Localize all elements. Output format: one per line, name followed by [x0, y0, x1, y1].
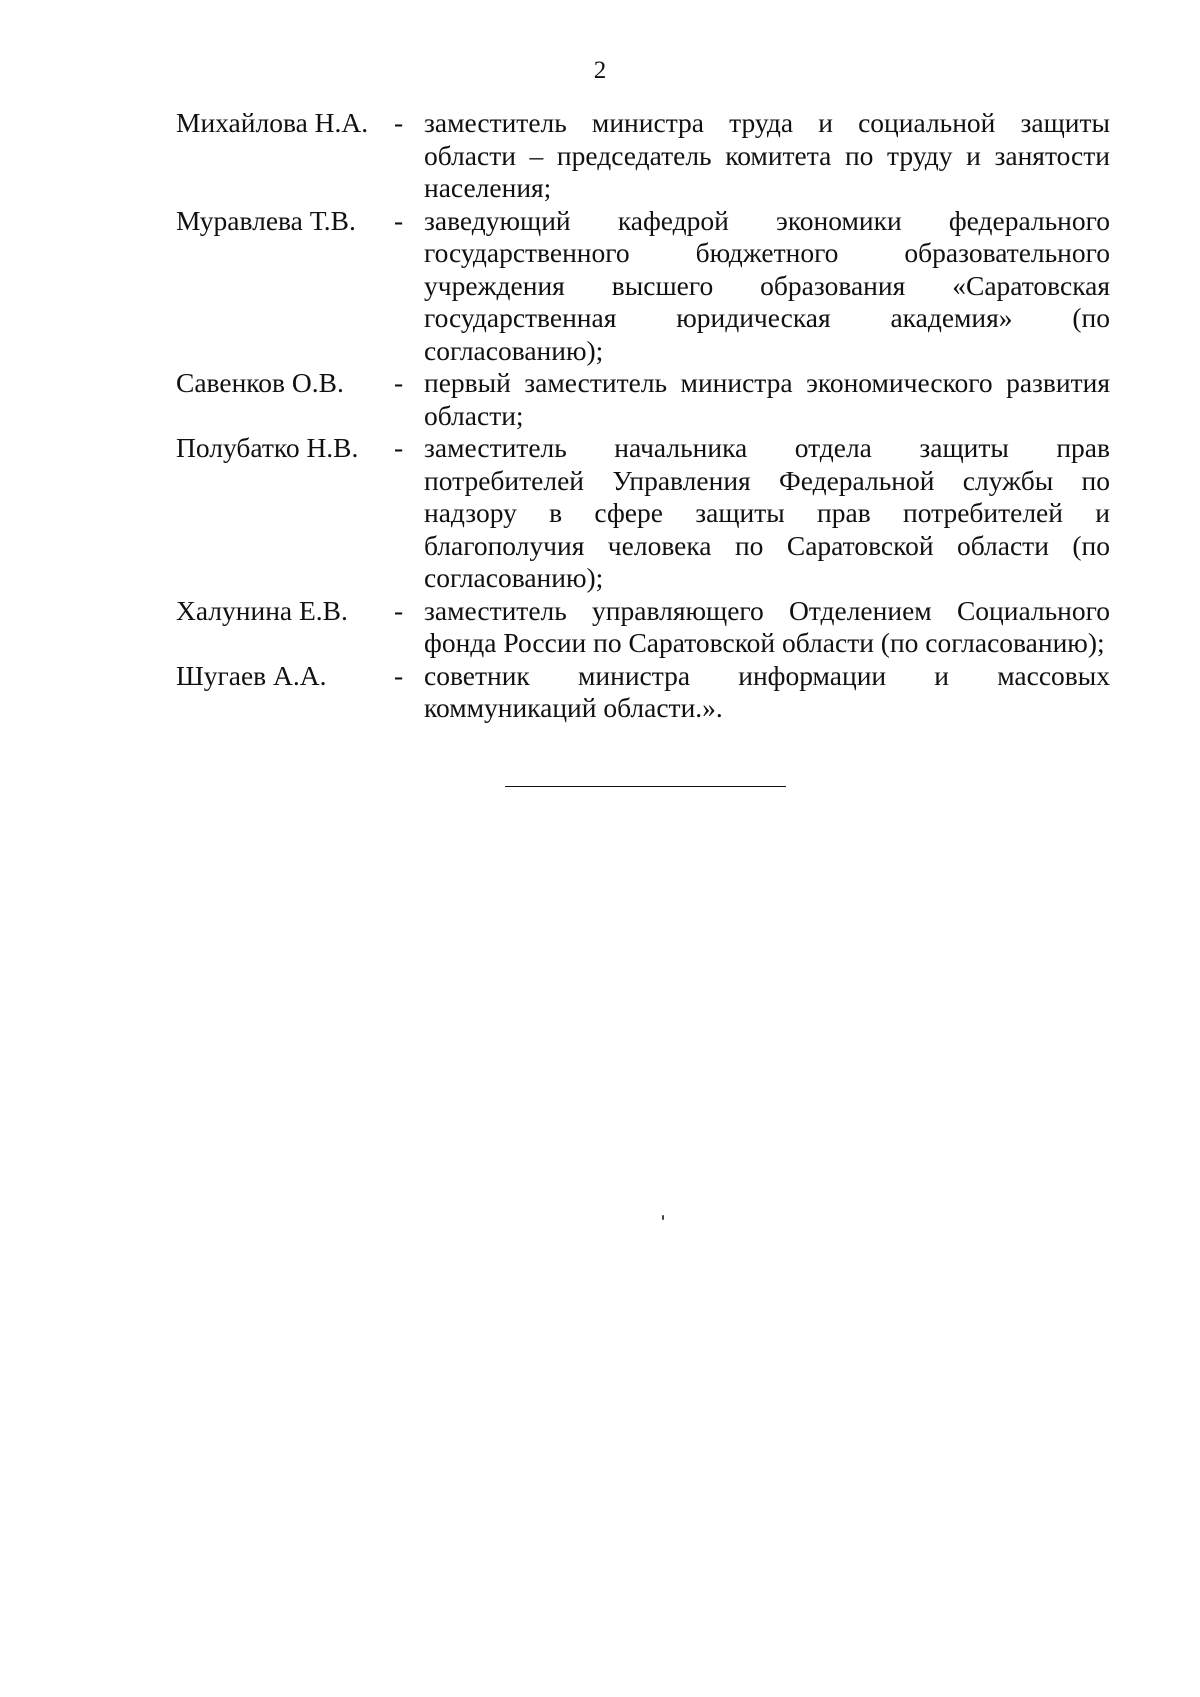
member-position: первый заместитель министра экономического развития области; — [424, 367, 1110, 431]
member-row — [176, 107, 1110, 205]
member-name: Михайлова Н.А. — [176, 107, 369, 138]
member-name: Халунина Е.В. — [176, 594, 348, 626]
member-dash: - — [394, 432, 404, 463]
member-position: советник министра информации и массовых коммуникаций области.». — [424, 659, 1110, 723]
member-row — [176, 595, 1110, 660]
member-list — [176, 107, 1110, 725]
member-dash: - — [394, 659, 404, 691]
member-dash: - — [394, 204, 404, 236]
member-dash: - — [394, 594, 404, 626]
member-position: заведующий кафедрой экономики федерального государственного бюджетного образовательного учреждения высшего образования «Саратовская государственная юридическая академия» (по согласованию); — [424, 204, 1110, 366]
member-position: заместитель министра труда и социальной защиты области – председатель комитета по труду и занятости населения; — [424, 107, 1110, 203]
member-name: Савенков О.В. — [176, 367, 344, 398]
member-dash: - — [394, 367, 404, 398]
page-number: 2 — [593, 57, 607, 84]
member-row — [176, 432, 1110, 595]
scan-speck — [662, 1215, 664, 1220]
member-name: Муравлева Т.В. — [176, 204, 356, 236]
member-name: Шугаев А.А. — [176, 659, 327, 691]
member-row — [176, 660, 1110, 725]
member-name: Полубатко Н.В. — [176, 432, 359, 463]
member-row — [176, 367, 1110, 432]
member-dash: - — [394, 107, 404, 138]
member-position: заместитель управляющего Отделением Социального фонда России по Саратовской области (по согласованию); — [424, 594, 1110, 658]
closing-separator-line — [505, 786, 786, 787]
member-row — [176, 205, 1110, 368]
member-position: заместитель начальника отдела защиты прав потребителей Управления Федеральной службы по надзору в сфере защиты прав потребителей и благополучия человека по Саратовской области (по согласованию); — [424, 432, 1110, 593]
